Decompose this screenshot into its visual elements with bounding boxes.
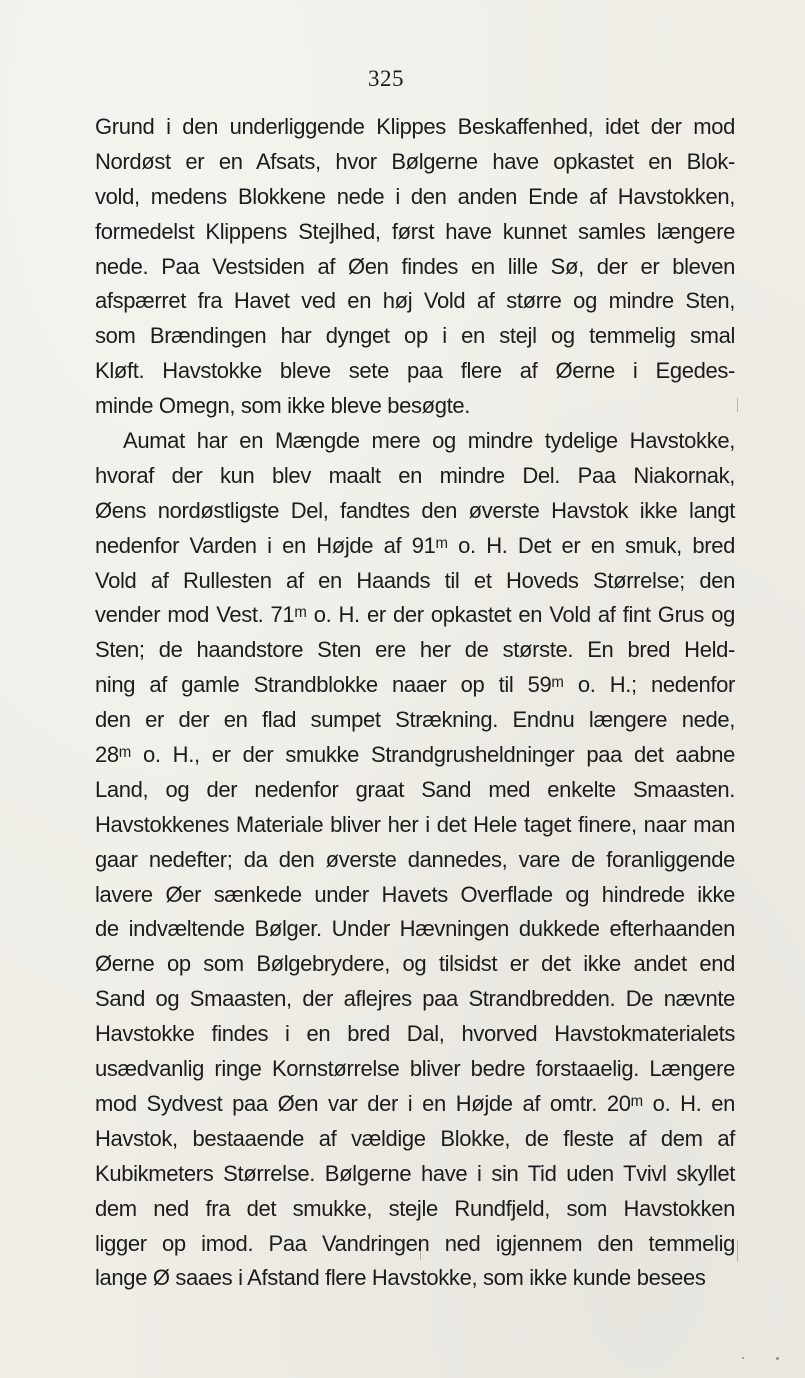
text-line: ligger op imod. Paa Vandringen ned igjennem den temmelig [95, 1230, 735, 1256]
text-line: Sand og Smaasten, der aflejres paa Strandbredden. De nævnte [95, 986, 735, 1012]
text-line: Nordøst er en Afsats, hvor Bølgerne have opkastet en Blok- [95, 148, 735, 174]
text-line: hvoraf der kun blev maalt en mindre Del. Paa Niakornak, [95, 462, 735, 488]
text-line: Øens nordøstligste Del, fandtes den øverste Havstok ikke langt [95, 497, 735, 523]
body-text [95, 110, 735, 1296]
text-line: dem ned fra det smukke, stejle Rundfjeld, som Havstokken [95, 1195, 735, 1221]
page-number: 325 [368, 66, 404, 91]
text-line: vender mod Vest. 71ᵐ o. H. er der opkastet en Vold af fint Grus og [95, 602, 735, 628]
text-line: de indvæltende Bølger. Under Hævningen dukkede efterhaanden [95, 916, 735, 942]
paper-crease-mark [420, 1250, 421, 1260]
text-line: mod Sydvest paa Øen var der i en Højde af omtr. 20ᵐ o. H. en [95, 1090, 735, 1116]
text-line: Kubikmeters Størrelse. Bølgerne have i sin Tid uden Tvivl skyllet [95, 1160, 735, 1186]
text-line: minde Omegn, som ikke bleve besøgte. [95, 393, 471, 419]
text-line: afspærret fra Havet ved en høj Vold af større og mindre Sten, [95, 288, 735, 314]
text-line: Aumat har en Mængde mere og mindre tydelige Havstokke, [123, 428, 735, 454]
text-line: Kløft. Havstokke bleve sete paa flere af Øerne i Egedes- [95, 358, 735, 384]
text-line: lange Ø saaes i Afstand flere Havstokke, som ikke kunde besees [95, 1265, 706, 1291]
text-line: Sten; de haandstore Sten ere her de største. En bred Held- [95, 637, 735, 663]
text-line: Havstokke findes i en bred Dal, hvorved Havstokmaterialets [95, 1021, 735, 1047]
paper-speck [776, 1357, 779, 1360]
text-line: gaar nedefter; da den øverste dannedes, vare de foranliggende [95, 846, 735, 872]
text-line: som Brændingen har dynget op i en stejl og temmelig smal [95, 323, 735, 349]
text-line: usædvanlig ringe Kornstørrelse bliver bedre forstaaelig. Længere [95, 1056, 735, 1082]
text-line: Vold af Rullesten af en Haands til et Hoveds Størrelse; den [95, 567, 735, 593]
text-line: Havstokkenes Materiale bliver her i det Hele taget finere, naar man [95, 811, 735, 837]
paper-crease-mark [737, 398, 738, 412]
text-line: nede. Paa Vestsiden af Øen findes en lille Sø, der er bleven [95, 253, 735, 279]
text-line: 28ᵐ o. H., er der smukke Strandgrusheldninger paa det aabne [95, 742, 735, 768]
text-line: den er der en flad sumpet Strækning. Endnu længere nede, [95, 707, 735, 733]
paper-crease-mark [737, 1240, 738, 1262]
text-line: Havstok, bestaaende af vældige Blokke, de fleste af dem af [95, 1125, 735, 1151]
text-line: formedelst Klippens Stejlhed, først have kunnet samles længere [95, 218, 735, 244]
text-line: nedenfor Varden i en Højde af 91ᵐ o. H. Det er en smuk, bred [95, 532, 735, 558]
text-line: vold, medens Blokkene nede i den anden Ende af Havstokken, [95, 183, 735, 209]
text-line: Land, og der nedenfor graat Sand med enkelte Smaasten. [95, 776, 735, 802]
text-line: ning af gamle Strandblokke naaer op til 59ᵐ o. H.; nedenfor [95, 672, 735, 698]
text-line: Øerne op som Bølgebrydere, og tilsidst er det ikke andet end [95, 951, 735, 977]
text-line: lavere Øer sænkede under Havets Overflade og hindrede ikke [95, 881, 735, 907]
text-line: Grund i den underliggende Klippes Beskaffenhed, idet der mod [95, 114, 735, 139]
paper-speck [742, 1357, 744, 1359]
